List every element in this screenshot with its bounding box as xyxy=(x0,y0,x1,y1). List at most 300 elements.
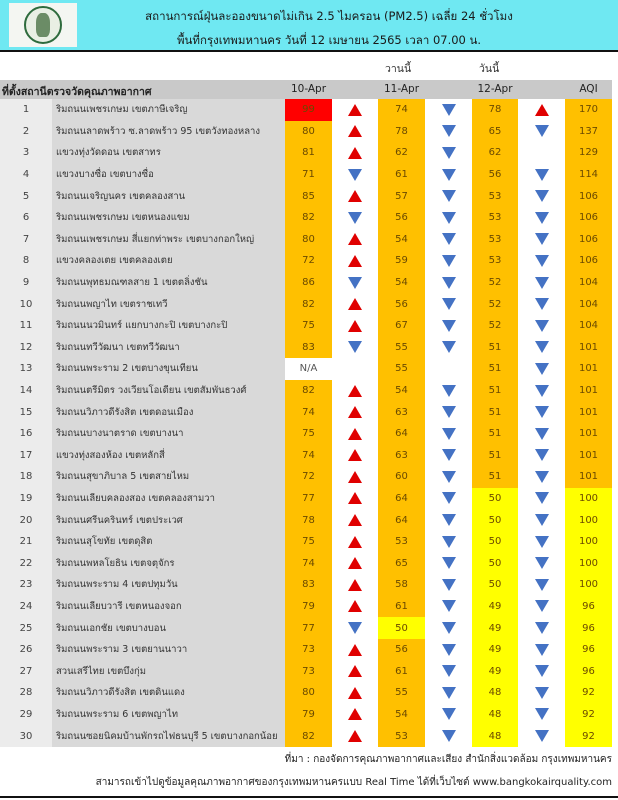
aqi-value: 96 xyxy=(565,639,612,661)
trend-up-icon xyxy=(348,255,362,267)
trend-down-icon xyxy=(442,687,456,699)
pm25-11-apr: 56 xyxy=(378,207,425,229)
trend-cell xyxy=(332,164,378,186)
trend-up-icon xyxy=(348,320,362,332)
trend-cell xyxy=(332,142,378,164)
trend-cell xyxy=(425,725,472,747)
trend-up-icon xyxy=(348,298,362,310)
pm25-10-apr: N/A xyxy=(285,358,332,380)
trend-cell xyxy=(425,121,472,143)
table-row xyxy=(0,315,612,337)
pm25-10-apr: 72 xyxy=(285,250,332,272)
station-name: ริมถนนพระราม 4 เขตปทุมวัน xyxy=(52,574,285,596)
pm25-10-apr: 82 xyxy=(285,207,332,229)
trend-cell xyxy=(332,445,378,467)
station-name: ริมถนนทวีวัฒนา เขตทวีวัฒนา xyxy=(52,337,285,359)
station-number: 9 xyxy=(0,272,52,294)
pm25-12-apr: 65 xyxy=(472,121,518,143)
trend-cell xyxy=(425,704,472,726)
station-number: 6 xyxy=(0,207,52,229)
trend-down-icon xyxy=(442,212,456,224)
station-number: 3 xyxy=(0,142,52,164)
trend-down-icon xyxy=(535,665,549,677)
pm25-10-apr: 77 xyxy=(285,488,332,510)
station-name: ริมถนนพญาไท เขตราชเทวี xyxy=(52,293,285,315)
aqi-value: 106 xyxy=(565,207,612,229)
station-name: ริมถนนพระราม 2 เขตบางขุนเทียน xyxy=(52,358,285,380)
trend-cell xyxy=(518,272,565,294)
trend-cell xyxy=(425,445,472,467)
station-number: 17 xyxy=(0,445,52,467)
trend-cell xyxy=(425,574,472,596)
trend-cell xyxy=(425,164,472,186)
pm25-10-apr: 74 xyxy=(285,445,332,467)
trend-down-icon xyxy=(535,125,549,137)
pm25-11-apr: 74 xyxy=(378,99,425,121)
table-row xyxy=(0,488,612,510)
column-header-aqi: AQI xyxy=(579,83,598,95)
trend-down-icon xyxy=(442,536,456,548)
trend-cell xyxy=(425,552,472,574)
trend-down-icon xyxy=(535,277,549,289)
trend-down-icon xyxy=(442,233,456,245)
table-header xyxy=(0,80,612,99)
trend-cell xyxy=(425,639,472,661)
station-name: ริมถนนวิภาวดีรังสิต เขตดินแดง xyxy=(52,682,285,704)
station-number: 1 xyxy=(0,99,52,121)
table-row xyxy=(0,466,612,488)
station-name: ริมถนนพระราม 3 เขตยานนาวา xyxy=(52,639,285,661)
pm25-12-apr: 53 xyxy=(472,229,518,251)
trend-up-icon xyxy=(348,428,362,440)
trend-cell xyxy=(425,660,472,682)
report-subtitle: พื้นที่กรุงเทพมหานคร วันที่ 12 เมษายน 2565 เวลา 07.00 น. xyxy=(176,33,482,47)
trend-cell xyxy=(425,509,472,531)
station-name: ริมถนนลาดพร้าว ซ.ลาดพร้าว 95 เขตวังทองหลาง xyxy=(52,121,285,143)
trend-cell xyxy=(332,315,378,337)
table-row xyxy=(0,531,612,553)
trend-cell xyxy=(332,229,378,251)
trend-down-icon xyxy=(442,298,456,310)
pm25-12-apr: 50 xyxy=(472,509,518,531)
pm25-12-apr: 51 xyxy=(472,337,518,359)
pm25-10-apr: 78 xyxy=(285,509,332,531)
trend-down-icon xyxy=(535,730,549,742)
aqi-value: 100 xyxy=(565,488,612,510)
trend-down-icon xyxy=(535,708,549,720)
trend-down-icon xyxy=(442,622,456,634)
trend-cell xyxy=(518,358,565,380)
trend-cell xyxy=(332,639,378,661)
table-row xyxy=(0,250,612,272)
trend-down-icon xyxy=(442,730,456,742)
trend-cell xyxy=(518,337,565,359)
trend-down-icon xyxy=(442,492,456,504)
trend-up-icon xyxy=(348,557,362,569)
trend-cell xyxy=(332,185,378,207)
trend-down-icon xyxy=(535,579,549,591)
station-number: 24 xyxy=(0,596,52,618)
station-number: 2 xyxy=(0,121,52,143)
trend-down-icon xyxy=(442,579,456,591)
trend-cell xyxy=(332,725,378,747)
trend-cell xyxy=(425,358,472,380)
station-number: 25 xyxy=(0,617,52,639)
pm25-12-apr: 49 xyxy=(472,660,518,682)
station-name: ริมถนนเลียบวารี เขตหนองจอก xyxy=(52,596,285,618)
station-number: 5 xyxy=(0,185,52,207)
table-row xyxy=(0,639,612,661)
aqi-value: 96 xyxy=(565,617,612,639)
trend-cell xyxy=(425,423,472,445)
station-name: แขวงคลองเตย เขตคลองเตย xyxy=(52,250,285,272)
trend-down-icon xyxy=(442,708,456,720)
station-name: ริมถนนซอยนิคมบ้านพักรถไฟธนบุรี 5 เขตบางกอกน้อย xyxy=(52,725,285,747)
report-header xyxy=(0,0,618,52)
trend-cell xyxy=(425,466,472,488)
station-number: 27 xyxy=(0,660,52,682)
trend-cell xyxy=(332,293,378,315)
pm25-11-apr: 58 xyxy=(378,574,425,596)
pm25-11-apr: 55 xyxy=(378,358,425,380)
station-name: ริมถนนเอกชัย เขตบางบอน xyxy=(52,617,285,639)
pm25-12-apr: 48 xyxy=(472,725,518,747)
table-row xyxy=(0,380,612,402)
trend-cell xyxy=(518,531,565,553)
trend-down-icon xyxy=(535,492,549,504)
pm25-11-apr: 62 xyxy=(378,142,425,164)
trend-cell xyxy=(518,660,565,682)
trend-cell xyxy=(518,682,565,704)
station-name: ริมถนนสุโขทัย เขตดุสิต xyxy=(52,531,285,553)
pm25-12-apr: 56 xyxy=(472,164,518,186)
pm25-10-apr: 83 xyxy=(285,574,332,596)
trend-down-icon xyxy=(535,471,549,483)
trend-cell xyxy=(518,509,565,531)
yesterday-label: วานนี้ xyxy=(385,63,412,75)
trend-cell xyxy=(332,552,378,574)
trend-down-icon xyxy=(535,449,549,461)
pm25-11-apr: 63 xyxy=(378,445,425,467)
aqi-value: 92 xyxy=(565,704,612,726)
table-row xyxy=(0,272,612,294)
trend-down-icon xyxy=(535,255,549,267)
station-number: 13 xyxy=(0,358,52,380)
trend-cell xyxy=(332,423,378,445)
pm25-11-apr: 64 xyxy=(378,423,425,445)
aqi-value: 114 xyxy=(565,164,612,186)
trend-cell xyxy=(332,207,378,229)
pm25-10-apr: 83 xyxy=(285,337,332,359)
station-name: แขวงทุ่งวัดดอน เขตสาทร xyxy=(52,142,285,164)
station-number: 4 xyxy=(0,164,52,186)
pm25-11-apr: 78 xyxy=(378,121,425,143)
trend-down-icon xyxy=(442,644,456,656)
trend-cell xyxy=(425,531,472,553)
station-name: ริมถนนเพชรเกษม เขตหนองแขม xyxy=(52,207,285,229)
trend-down-icon xyxy=(535,363,549,375)
pm25-10-apr: 81 xyxy=(285,142,332,164)
pm25-10-apr: 82 xyxy=(285,725,332,747)
trend-down-icon xyxy=(535,600,549,612)
station-name: สวนเสรีไทย เขตบึงกุ่ม xyxy=(52,660,285,682)
trend-cell xyxy=(518,445,565,467)
trend-cell xyxy=(518,293,565,315)
trend-up-icon xyxy=(348,665,362,677)
trend-up-icon xyxy=(348,687,362,699)
station-number: 14 xyxy=(0,380,52,402)
trend-cell xyxy=(332,121,378,143)
station-name: แขวงทุ่งสองห้อง เขตหลักสี่ xyxy=(52,445,285,467)
pm25-10-apr: 72 xyxy=(285,466,332,488)
trend-up-icon xyxy=(348,471,362,483)
trend-cell xyxy=(518,121,565,143)
trend-cell xyxy=(518,229,565,251)
column-header-station: ที่ตั้งสถานีตรวจวัดคุณภาพอากาศ xyxy=(2,86,152,98)
pm25-12-apr: 52 xyxy=(472,293,518,315)
table-row xyxy=(0,293,612,315)
pm25-12-apr: 53 xyxy=(472,185,518,207)
trend-down-icon xyxy=(535,557,549,569)
station-name: ริมถนนพุทธมณฑลสาย 1 เขตตลิ่งชัน xyxy=(52,272,285,294)
station-number: 8 xyxy=(0,250,52,272)
pm25-12-apr: 48 xyxy=(472,682,518,704)
table-row xyxy=(0,229,612,251)
pm25-12-apr: 62 xyxy=(472,142,518,164)
trend-cell xyxy=(518,617,565,639)
table-row xyxy=(0,423,612,445)
table-row xyxy=(0,401,612,423)
station-number: 16 xyxy=(0,423,52,445)
trend-down-icon xyxy=(535,190,549,202)
station-name: ริมถนนนวมินทร์ แยกบางกะปิ เขตบางกะปิ xyxy=(52,315,285,337)
pm25-12-apr: 51 xyxy=(472,380,518,402)
trend-down-icon xyxy=(348,622,362,634)
trend-down-icon xyxy=(535,687,549,699)
aqi-value: 96 xyxy=(565,596,612,618)
trend-cell xyxy=(425,250,472,272)
station-name: ริมถนนเลียบคลองสอง เขตคลองสามวา xyxy=(52,488,285,510)
trend-cell xyxy=(518,99,565,121)
pm25-10-apr: 71 xyxy=(285,164,332,186)
trend-down-icon xyxy=(442,190,456,202)
trend-cell xyxy=(518,380,565,402)
pm25-12-apr: 51 xyxy=(472,445,518,467)
trend-cell xyxy=(425,380,472,402)
pm25-10-apr: 77 xyxy=(285,617,332,639)
trend-cell xyxy=(518,164,565,186)
trend-cell xyxy=(518,423,565,445)
trend-down-icon xyxy=(535,514,549,526)
pm25-11-apr: 56 xyxy=(378,639,425,661)
pm25-10-apr: 74 xyxy=(285,552,332,574)
pm25-11-apr: 67 xyxy=(378,315,425,337)
trend-cell xyxy=(425,337,472,359)
pm25-10-apr: 75 xyxy=(285,531,332,553)
trend-down-icon xyxy=(348,212,362,224)
trend-down-icon xyxy=(442,428,456,440)
trend-cell xyxy=(425,142,472,164)
pm25-12-apr: 51 xyxy=(472,423,518,445)
trend-cell xyxy=(518,725,565,747)
trend-cell xyxy=(518,704,565,726)
pm25-12-apr: 52 xyxy=(472,272,518,294)
trend-cell xyxy=(332,660,378,682)
aqi-value: 170 xyxy=(565,99,612,121)
trend-cell xyxy=(332,380,378,402)
trend-down-icon xyxy=(535,320,549,332)
table-row xyxy=(0,660,612,682)
table-row xyxy=(0,185,612,207)
realtime-website-note: สามารถเข้าไปดูข้อมูลคุณภาพอากาศของกรุงเทพมหานครแบบ Real Time ได้ที่เว็บไซต์ www.bangkokairquality.com xyxy=(95,777,612,788)
aqi-value: 104 xyxy=(565,272,612,294)
table-row xyxy=(0,358,612,380)
trend-up-icon xyxy=(348,449,362,461)
station-name: ริมถนนบางนาตราด เขตบางนา xyxy=(52,423,285,445)
table-row xyxy=(0,617,612,639)
pm25-11-apr: 56 xyxy=(378,293,425,315)
trend-up-icon xyxy=(348,104,362,116)
trend-down-icon xyxy=(442,449,456,461)
trend-cell xyxy=(332,401,378,423)
pm25-11-apr: 57 xyxy=(378,185,425,207)
trend-cell xyxy=(425,99,472,121)
trend-cell xyxy=(332,337,378,359)
trend-down-icon xyxy=(535,341,549,353)
trend-down-icon xyxy=(442,255,456,267)
pm25-12-apr: 50 xyxy=(472,552,518,574)
aqi-value: 101 xyxy=(565,445,612,467)
trend-cell xyxy=(518,315,565,337)
station-number: 28 xyxy=(0,682,52,704)
pm25-11-apr: 55 xyxy=(378,682,425,704)
station-number: 26 xyxy=(0,639,52,661)
trend-up-icon xyxy=(348,233,362,245)
pm25-12-apr: 53 xyxy=(472,250,518,272)
trend-cell xyxy=(518,596,565,618)
trend-up-icon xyxy=(348,644,362,656)
aqi-value: 92 xyxy=(565,682,612,704)
station-name: ริมถนนศรีนครินทร์ เขตประเวศ xyxy=(52,509,285,531)
pm25-11-apr: 53 xyxy=(378,531,425,553)
station-number: 29 xyxy=(0,704,52,726)
trend-cell xyxy=(425,617,472,639)
trend-down-icon xyxy=(535,298,549,310)
trend-down-icon xyxy=(535,644,549,656)
trend-down-icon xyxy=(442,104,456,116)
trend-cell xyxy=(518,142,565,164)
station-name: ริมถนนพหลโยธิน เขตจตุจักร xyxy=(52,552,285,574)
pm25-10-apr: 80 xyxy=(285,229,332,251)
station-table-body xyxy=(0,99,612,747)
station-name: ริมถนนเพชรเกษม สี่แยกท่าพระ เขตบางกอกใหญ่ xyxy=(52,229,285,251)
trend-cell xyxy=(332,488,378,510)
pm25-12-apr: 50 xyxy=(472,531,518,553)
aqi-value: 101 xyxy=(565,358,612,380)
trend-up-icon xyxy=(348,514,362,526)
aqi-value: 101 xyxy=(565,337,612,359)
pm25-11-apr: 50 xyxy=(378,617,425,639)
trend-up-icon xyxy=(348,600,362,612)
trend-down-icon xyxy=(442,125,456,137)
trend-down-icon xyxy=(442,277,456,289)
pm25-10-apr: 80 xyxy=(285,121,332,143)
pm25-12-apr: 48 xyxy=(472,704,518,726)
table-row xyxy=(0,164,612,186)
trend-cell xyxy=(425,488,472,510)
aqi-value: 100 xyxy=(565,574,612,596)
trend-down-icon xyxy=(442,557,456,569)
aqi-value: 101 xyxy=(565,466,612,488)
trend-up-icon xyxy=(348,385,362,397)
trend-cell xyxy=(332,704,378,726)
trend-down-icon xyxy=(535,212,549,224)
trend-cell xyxy=(518,466,565,488)
trend-cell xyxy=(332,574,378,596)
table-row xyxy=(0,574,612,596)
pm25-12-apr: 53 xyxy=(472,207,518,229)
trend-cell xyxy=(425,272,472,294)
pm25-11-apr: 55 xyxy=(378,337,425,359)
table-row xyxy=(0,445,612,467)
table-row xyxy=(0,509,612,531)
pm25-12-apr: 78 xyxy=(472,99,518,121)
pm25-11-apr: 61 xyxy=(378,596,425,618)
pm25-11-apr: 61 xyxy=(378,660,425,682)
table-row xyxy=(0,121,612,143)
trend-cell xyxy=(518,488,565,510)
table-row xyxy=(0,682,612,704)
pm25-12-apr: 51 xyxy=(472,466,518,488)
bottom-divider xyxy=(0,796,618,798)
aqi-value: 104 xyxy=(565,293,612,315)
pm25-11-apr: 63 xyxy=(378,401,425,423)
aqi-value: 92 xyxy=(565,725,612,747)
pm25-10-apr: 82 xyxy=(285,293,332,315)
pm25-11-apr: 59 xyxy=(378,250,425,272)
table-row xyxy=(0,99,612,121)
trend-cell xyxy=(425,229,472,251)
aqi-value: 106 xyxy=(565,185,612,207)
table-row xyxy=(0,725,612,747)
trend-cell xyxy=(425,315,472,337)
trend-up-icon xyxy=(348,708,362,720)
aqi-value: 104 xyxy=(565,315,612,337)
trend-cell xyxy=(518,401,565,423)
trend-down-icon xyxy=(442,406,456,418)
station-number: 11 xyxy=(0,315,52,337)
station-number: 20 xyxy=(0,509,52,531)
trend-down-icon xyxy=(442,471,456,483)
today-label: วันนี้ xyxy=(479,63,500,75)
station-name: แขวงบางซื่อ เขตบางซื่อ xyxy=(52,164,285,186)
aqi-value: 100 xyxy=(565,509,612,531)
pm25-11-apr: 65 xyxy=(378,552,425,574)
pm25-12-apr: 51 xyxy=(472,401,518,423)
station-number: 12 xyxy=(0,337,52,359)
pm25-10-apr: 99 xyxy=(285,99,332,121)
trend-up-icon xyxy=(348,190,362,202)
column-header-10-apr: 10-Apr xyxy=(290,83,327,95)
pm25-10-apr: 75 xyxy=(285,315,332,337)
table-row xyxy=(0,207,612,229)
pm25-11-apr: 53 xyxy=(378,725,425,747)
station-name: ริมถนนตรีมิตร วงเวียนโอเดียน เขตสัมพันธวงศ์ xyxy=(52,380,285,402)
pm25-10-apr: 86 xyxy=(285,272,332,294)
trend-cell xyxy=(332,250,378,272)
station-number: 19 xyxy=(0,488,52,510)
trend-cell xyxy=(332,509,378,531)
